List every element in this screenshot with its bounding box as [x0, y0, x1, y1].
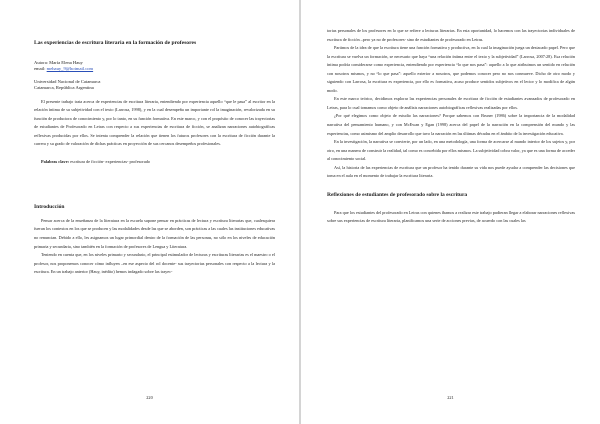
body-paragraph-4: ¿Por qué elegimos como objeto de estudio las narraciones? Porque sabemos con Bruner (1986) sobre la importancia de la modalidad narrativa del pensamiento humano, y con McEwan y Egan (1998) acerca del papel de la narración en la comprensión del mundo y las experiencias, como asimismo del amplio desarrollo que tuvo la narración en las últimas décadas en el ámbito de la investigación educativa.	[327, 113, 575, 136]
author-line: Autora: María Elena Hauy	[34, 60, 83, 65]
intro-paragraph-2: Teniendo en cuenta que, en los niveles primario y secundario, el principal estimulador de lecturas y escrituras literarias es el maestro o el profesor, nos proponemos conocer cómo influyen –en ese aspecto del rol docente- sus trayectorias personales con respecto a la lectura y la escritura. En un trabajo anterior (Hauy, inédito) hemos indagado sobre las trayec-	[34, 252, 275, 275]
section-heading-introduccion: Introducción	[34, 203, 65, 210]
body-paragraph-2: Partimos de la idea de que la escritura tiene una función formativa y productiva, en la cual la imaginación juega un destacado papel. Pero que la escritura se vuelva un formación, se necesario que haya “una relación íntima entre el texto y la subjetividad” (Larrosa, 2007:28). Esa relación íntima podría considerarse como experiencia, entendiendo por experiencia “lo que nos pasa”: aquello a lo que atribuimos un sentido en relación con nosotros mismos, y no “lo que pasa”: aquello exterior a nosotros, que podemos conocer pero no nos conmueve. Dicho de otro modo y siguiendo con Larrosa, la escritura es experiencia, por ello es formativa, acaso produce sentidos subjetivos en el lector y lo modifica de algún modo.	[327, 45, 575, 93]
email-label: email:	[34, 66, 46, 72]
keywords-line	[34, 158, 275, 165]
right-page-column	[327, 0, 575, 226]
affiliation-line-1: Universidad Nacional de Catamarca	[34, 78, 101, 84]
section-heading-reflexiones: Reflexiones de estudiantes de profesorado sobre la escritura	[327, 191, 468, 198]
right-page	[301, 0, 600, 424]
intro-paragraph-1: Pensar acerca de la enseñanza de la literatura en la escuela supone pensar en prácticas de lectura y escritura literarias que, cualesquiera fueran los contextos en los que se producen y las modalidades desde las que se aborden, son prácticas a las cuales las instituciones educativas no renuncian. Debido a ello, les asignamos un lugar primordial dentro de la formación de las personas, no sólo en los niveles de educación primaria y secundaria, sino también en la formación de profesores de Lengua y Literatura.	[34, 217, 275, 249]
left-page-column	[34, 0, 275, 277]
body-paragraph-7: Para que los estudiantes del profesorado en Letras con quienes íbamos a realizar este trabajo pudieran llegar a elaborar narraciones reflexivas sobre sus experiencias de escritura literaria, planificamos una serie de acciones previas, de acuerdo con las cuales las	[327, 209, 575, 224]
affiliation-line-2: Catamarca, República Argentina	[34, 85, 94, 91]
body-paragraph-5: En la investigación, la narrativa se convierte, por un lado, en una metodología, una forma de acercarse al mundo interior de los sujetos y, por otro, en una manera de construir la realidad, tal como es concebida por ellos mismos. La subjetividad cobra valor, ya que es una forma de acceder al conocimiento social.	[327, 139, 575, 162]
keywords-text: escritura de ficción- experiencias- profesorado	[70, 158, 151, 164]
page-number-right: 221	[447, 395, 454, 400]
email-link[interactable]: mehauy_9@hotmail.com	[46, 66, 94, 72]
left-page	[0, 0, 299, 424]
abstract-paragraph: El presente trabajo trata acerca de experiencias de escritura literaria, entendiendo por experiencia aquello “que le pasa” al escritor en la relación íntima de su subjetividad con el texto (Larrosa, 1998), y en la cual desempeña un importante rol la imaginación, revalorizada en su función de productora de conocimiento y, por lo tanto, en su función formativa. En este marco, y con el propósito de conocer las trayectorias de estudiantes de Profesorado en Letras con respecto a sus experiencias de escritura de ficción, se analizan narraciones autobiográficas reflexivas producidas por ellos. Se intenta comprender la relación que tienen los futuros profesores con la escritura de ficción durante la carrera y su grado de valoración de dichas prácticas en proyección de sus cercanos desempeños profesionales.	[34, 98, 275, 147]
body-paragraph-3: En este marco teórico, decidimos explorar las experiencias personales de escritura de ficción de estudiantes avanzados de profesorado en Letras, para lo cual tomamos como objeto de análisis narraciones autobiográficas reflexivas realizadas por ellos.	[327, 96, 575, 110]
body-paragraph-6: Así, la historia de las experiencias de escritura que un profesor ha tenido durante su vida nos puede ayudar a comprender las decisiones que toma en el aula en el momento de trabajar la escritura literaria.	[327, 164, 575, 179]
page-number-left: 220	[146, 395, 153, 400]
article-title: Las experiencias de escritura literaria en la formación de profesores	[34, 40, 197, 46]
email-line	[34, 66, 275, 72]
keywords-label: Palabras clave:	[41, 158, 70, 164]
continuation-paragraph: torias personales de los profesores en lo que se refiere a lecturas literarias. En esta oportunidad, lo hacemos con las trayectorias individuales de escritura de ficción –pero ya no de profesores- sino de estudiantes de profesorado en Letras.	[327, 28, 575, 42]
